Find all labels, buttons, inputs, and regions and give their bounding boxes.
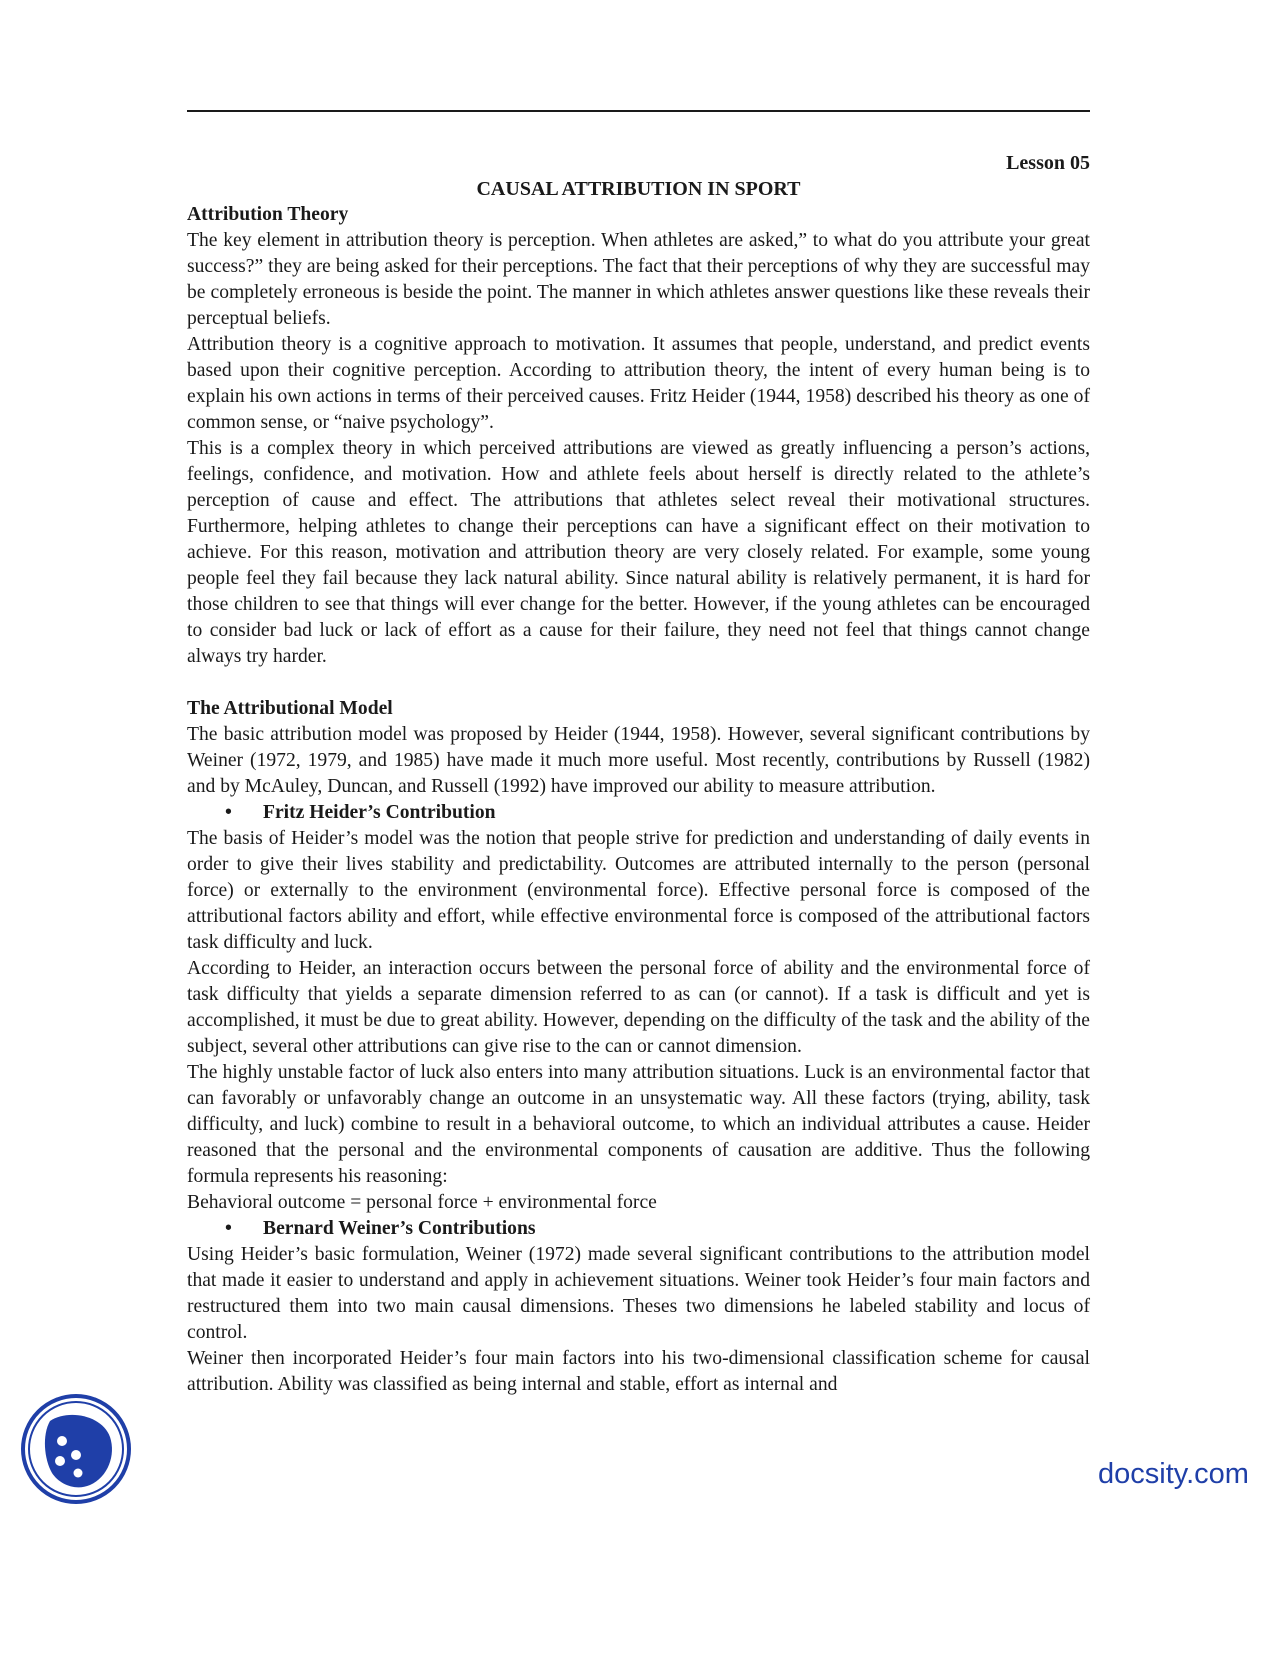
section-gap (187, 670, 1090, 696)
heading-attributional-model: The Attributional Model (187, 698, 393, 719)
document-page (187, 150, 1090, 1398)
paragraph: Attribution theory is a cognitive approach to motivation. It assumes that people, understand, and predict events based upon their cognitive perception. According to attribution theory, the intent of every human being is to explain his own actions in terms of their perceived causes. Fritz Heider (1944, 1958) described his theory as one of common sense, or “naive psychology”. (187, 334, 1090, 433)
page-title: CAUSAL ATTRIBUTION IN SPORT (476, 178, 801, 200)
heading-heider: Fritz Heider’s Contribution (263, 802, 496, 823)
heading-attribution-theory: Attribution Theory (187, 204, 349, 225)
paragraph: The highly unstable factor of luck also enters into many attribution situations. Luck is an environmental factor that can favorably or unfavorably change an outcome in an unsystematic way. All these factors (trying, ability, task difficulty, and luck) combine to result in a behavioral outcome, to which an individual attributes a cause. Heider reasoned that the personal and the environmental components of causation are additive. Thus the following formula represents his reasoning: (187, 1062, 1090, 1187)
paragraph: Weiner then incorporated Heider’s four main factors into his two-dimensional classification scheme for causal attribution. Ability was classified as being internal and stable, effort as internal and (187, 1348, 1090, 1395)
bullet-icon: • (225, 802, 232, 823)
docsity-brand-link[interactable]: docsity.com (1098, 1458, 1249, 1490)
header-rule (187, 110, 1090, 112)
docsity-logo-icon (20, 1393, 132, 1505)
heading-weiner: Bernard Weiner’s Contributions (263, 1218, 536, 1239)
lesson-label: Lesson 05 (1006, 152, 1090, 174)
paragraph: According to Heider, an interaction occurs between the personal force of ability and the environmental force of task difficulty that yields a separate dimension referred to as can (or cannot). If a task is difficult and yet is accomplished, it must be due to great ability. However, depending on the difficulty of the task and the ability of the subject, several other attributions can give rise to the can or cannot dimension. (187, 958, 1090, 1057)
paragraph: The key element in attribution theory is perception. When athletes are asked,” to what do you attribute your great success?” they are being asked for their perceptions. The fact that their perceptions of why they are successful may be completely erroneous is beside the point. The manner in which athletes answer questions like these reveals their perceptual beliefs. (187, 230, 1090, 329)
formula-line: Behavioral outcome = personal force + environmental force (187, 1192, 657, 1213)
paragraph: The basis of Heider’s model was the notion that people strive for prediction and understanding of daily events in order to give their lives stability and predictability. Outcomes are attributed internally to the person (personal force) or externally to the environment (environmental force). Effective personal force is composed of the attributional factors ability and effort, while effective environmental force is composed of the attributional factors task difficulty and luck. (187, 828, 1090, 953)
paragraph: Using Heider’s basic formulation, Weiner (1972) made several significant contributions to the attribution model that made it easier to understand and apply in achievement situations. Weiner took Heider’s four main factors and restructured them into two main causal dimensions. Theses two dimensions he labeled stability and locus of control. (187, 1244, 1090, 1343)
bullet-heading-heider (187, 800, 1090, 826)
paragraph: This is a complex theory in which perceived attributions are viewed as greatly influencing a person’s actions, feelings, confidence, and motivation. How and athlete feels about herself is directly related to the athlete’s perception of cause and effect. The attributions that athletes select reveal their motivational structures. Furthermore, helping athletes to change their perceptions can have a significant effect on their motivation to achieve. For this reason, motivation and attribution theory are very closely related. For example, some young people feel they fail because they lack natural ability. Since natural ability is relatively permanent, it is hard for those children to see that things will ever change for the better. However, if the young athletes can be encouraged to consider bad luck or lack of effort as a cause for their failure, they need not feel that things cannot change always try harder. (187, 438, 1090, 667)
bullet-heading-weiner (187, 1216, 1090, 1242)
bullet-icon: • (225, 1218, 232, 1239)
paragraph: The basic attribution model was proposed by Heider (1944, 1958). However, several significant contributions by Weiner (1972, 1979, and 1985) have made it much more useful. Most recently, contributions by Russell (1982) and by McAuley, Duncan, and Russell (1992) have improved our ability to measure attribution. (187, 724, 1090, 797)
